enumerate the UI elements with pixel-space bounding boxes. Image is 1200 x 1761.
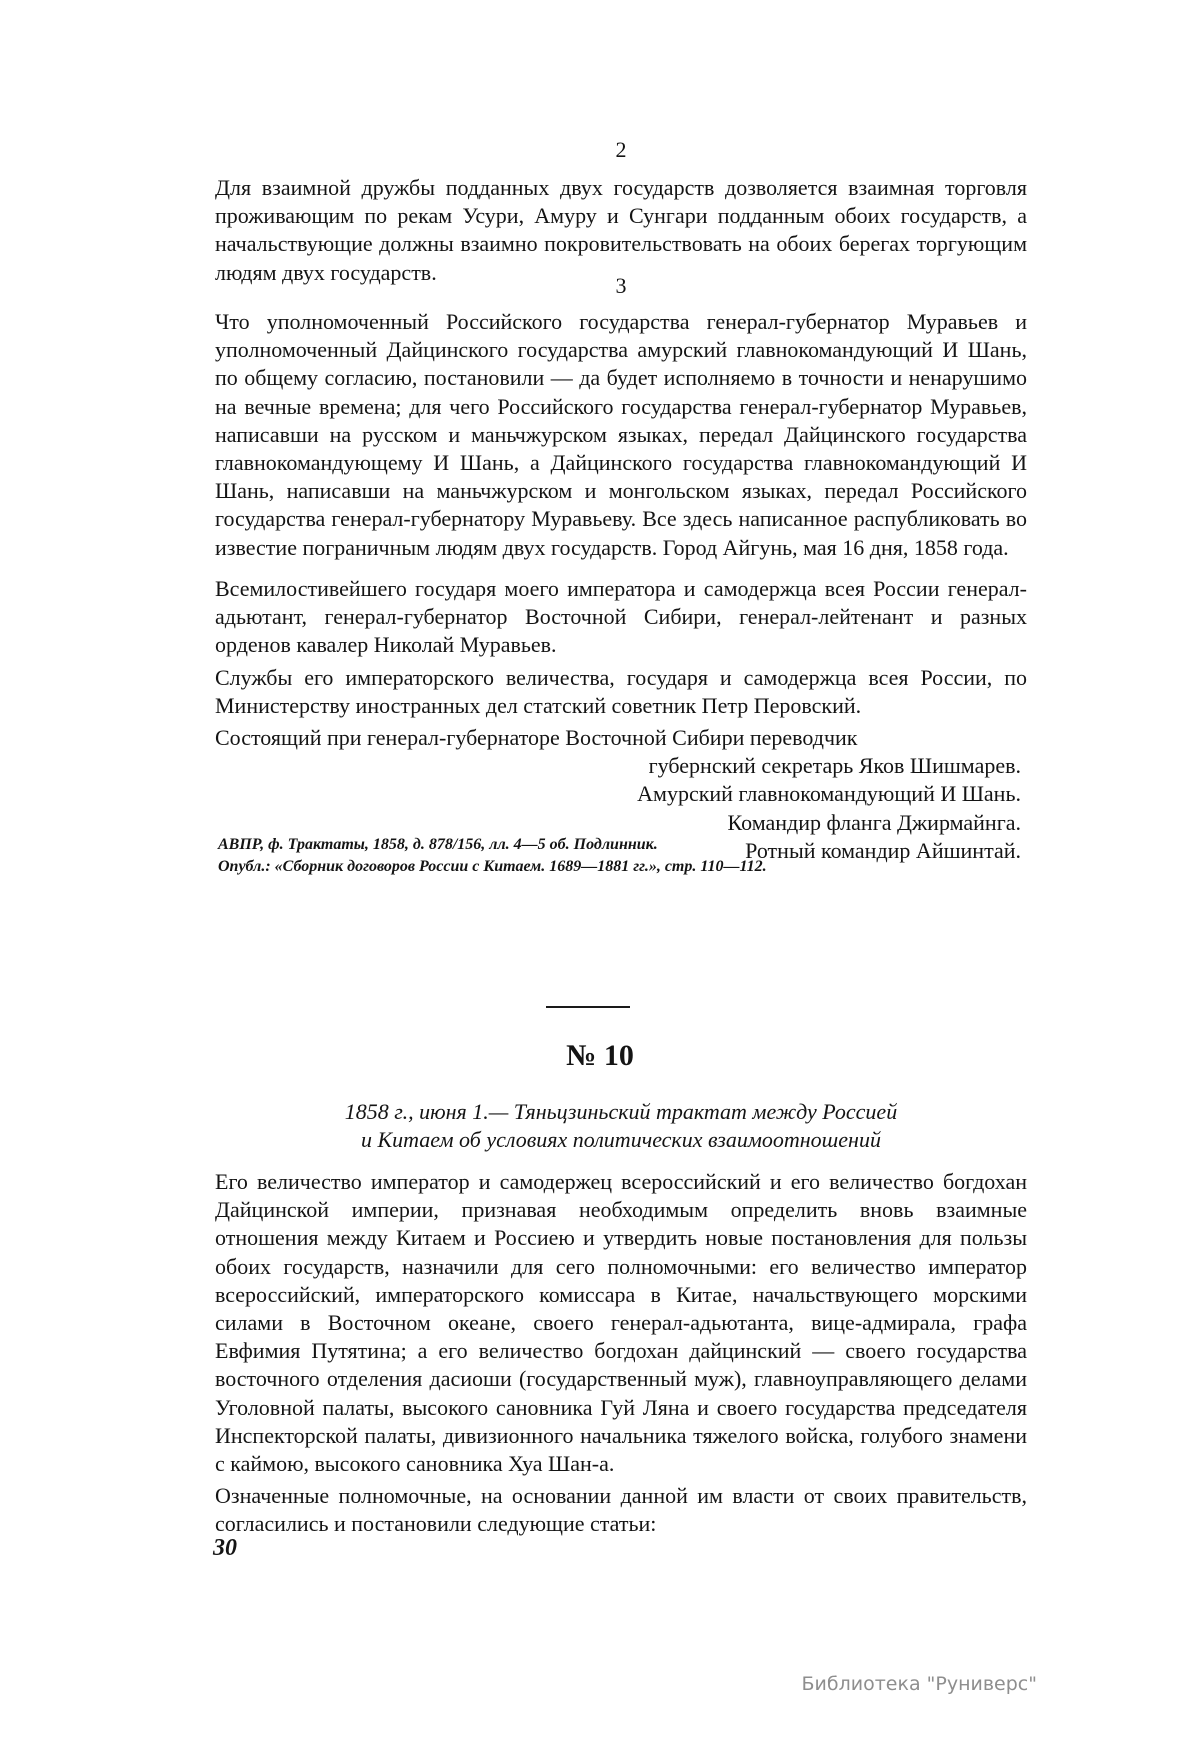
article-text: Для взаимной дружбы подданных двух государств дозволяется взаимная торговля проживающим по рекам Усури, Амуру и Сунгари подданным обоих государств, а начальствующие должны взаимно покровительствовать на обоих берегах торгующим людям двух государств. [215,175,1027,285]
signature-jirmainga: Командир фланга Джирмайнга. [727,809,1021,835]
source-published: Опубл.: «Сборник договоров России с Китаем. 1689—1881 гг.», стр. 110—112. [218,858,767,875]
signature-muravyev: Всемилостивейшего государя моего императора и самодержца всея России генерал-адьютант, генерал-губернатор Восточной Сибири, генерал-лейтенант и разных орденов кавалер Николай Муравьев. [215,576,1027,658]
article-number: 3 [615,273,627,298]
section-divider [546,1006,630,1008]
signature-ishan: Амурский главнокомандующий И Шань. [637,781,1021,807]
document-number: № 10 [566,1039,634,1072]
document-10-body [215,1168,1027,1539]
source-reference [218,834,1030,878]
subtitle-line-2: и Китаем об условиях политических взаимоотношений [361,1127,881,1152]
signature-perovsky: Службы его императорского величества, государя и самодержца всея России, по Министерству иностранных дел статский советник Петр Перовский. [215,664,1027,718]
subtitle-line-1: 1858 г., июня 1.— Тяньцзиньский трактат между Россией [344,1099,898,1124]
preamble-paragraph: Его величество император и самодержец всероссийский и его величество богдохан Дайцинской империи, признавая необходимым определить вновь взаимные отношения между Китаем и Россиею и утвердить новые постановления для пользы обоих государств, назначили для сего полномочными: его величество император всероссийский, императорского комиссара в Китае, начальствующего морскими силами в Восточном океане, своего генерал-адьютанта, вице-адмирала, графа Евфимия Путятина; а его величество богдохан дайцинский — своего государства восточного отделения дасиоши (государственный муж), главноуправляющего делами Уголовной палаты, высокого сановника Гуй Ляна и своего государства председателя Инспекторской палаты, дивизионного начальника тяжелого войска, голубого знамени с каймою, высокого сановника Хуа Шан-а. [215,1169,1027,1477]
signature-aishintai: Ротный командир Айшинтай. [745,837,1021,863]
signature-block [215,575,1027,865]
signature-translator-line2: губернский секретарь Яков Шишмарев. [648,753,1021,779]
article-2 [215,136,1027,287]
agreement-paragraph: Означенные полномочные, на основании данной им власти от своих правительств, согласились и постановили следующие статьи: [215,1483,1027,1537]
article-number: 2 [615,137,627,162]
signature-translator-line1: Состоящий при генерал-губернаторе Восточной Сибири переводчик [215,725,858,751]
page-number: 30 [213,1535,237,1561]
article-text: Что уполномоченный Российского государства генерал-губернатор Муравьев и уполномоченный Дайцинского государства амурский главнокомандующий И Шань, по общему согласию, постановили — да будет исполняемо в точности и ненарушимо на вечные времена; для чего Российского государства генерал-губернатор Муравьев, написавши на русском и маньчжурском языках, передал Дайцинского государства главнокомандующему И Шань, а Дайцинского государства главнокомандующий И Шань, написавши на маньчжурском и монгольском языках, передал Российского государства генерал-губернатору Муравьеву. Все здесь написанное распубликовать во известие пограничным людям двух государств. Город Айгунь, мая 16 дня, 1858 года. [215,309,1027,560]
article-3 [215,272,1027,562]
document-subtitle [215,1098,1027,1154]
library-watermark: Библиотека "Руниверс" [801,1673,1037,1695]
source-archive: АВПР, ф. Трактаты, 1858, д. 878/156, лл. 4—5 об. Подлинник. [218,836,658,853]
